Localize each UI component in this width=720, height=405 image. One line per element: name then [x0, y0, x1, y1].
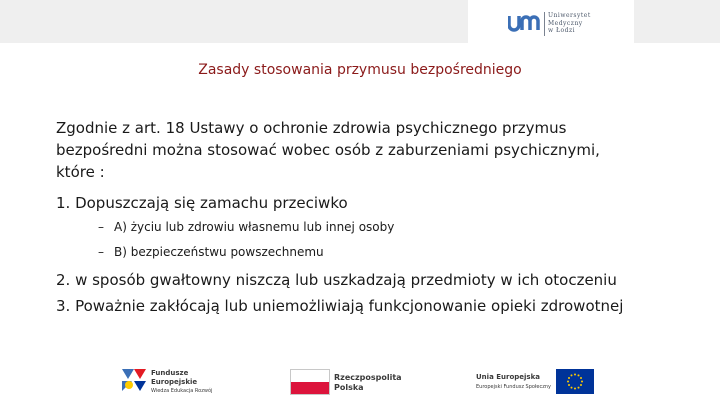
sub-item-dash: –	[98, 220, 104, 234]
sub-item-dash: –	[98, 245, 104, 259]
sub-item-a-text: A) życiu lub zdrowiu własnemu lub innej osoby	[114, 220, 395, 234]
fe-text	[151, 369, 197, 386]
sub-item-a	[98, 220, 394, 234]
ue-line-1: Unia Europejska	[476, 373, 540, 381]
ue-line-2: Europejski Fundusz Społeczny	[476, 384, 551, 390]
eu-flag-icon	[556, 369, 594, 394]
logo-divider	[544, 12, 545, 36]
university-name-line1: Uniwersytet	[548, 12, 591, 19]
list-item-2: 2. w sposób gwałtowny niszczą lub uszkadzają przedmioty w ich otoczeniu	[56, 271, 617, 289]
intro-line-1: Zgodnie z art. 18 Ustawy o ochronie zdrowia psychicznego przymus	[56, 119, 567, 137]
fe-line-3: Wiedza Edukacja Rozwój	[151, 388, 213, 394]
slide-title: Zasady stosowania przymusu bezpośredniego	[198, 62, 522, 78]
university-name	[548, 12, 591, 35]
sub-item-b	[98, 245, 324, 259]
university-name-line3: w Łodzi	[548, 27, 576, 35]
list-item-3: 3. Poważnie zakłócają lub uniemożliwiają funkcjonowanie opieki zdrowotnej	[56, 297, 624, 315]
sub-item-b-text: B) bezpieczeństwu powszechnemu	[114, 245, 324, 259]
rp-line-1: Rzeczpospolita	[334, 373, 402, 382]
ue-text	[476, 373, 540, 382]
fe-line-2: Europejskie	[151, 377, 198, 386]
fundusze-europejskie-icon	[120, 367, 148, 393]
footer-logos	[0, 357, 720, 405]
intro-line-2: bezpośredni można stosować wobec osób z zaburzeniami psychicznymi,	[56, 141, 600, 159]
polish-flag-icon	[290, 369, 330, 395]
list-item-1: 1. Dopuszczają się zamachu przeciwko	[56, 194, 348, 212]
university-name-line2: Medyczny	[548, 19, 583, 27]
rp-line-2: Polska	[334, 382, 364, 392]
intro-line-3: które :	[56, 163, 105, 181]
fe-line-1: Fundusze	[151, 369, 189, 377]
um-logo-icon	[508, 14, 542, 32]
rp-text	[334, 373, 402, 392]
university-logo	[468, 0, 634, 43]
